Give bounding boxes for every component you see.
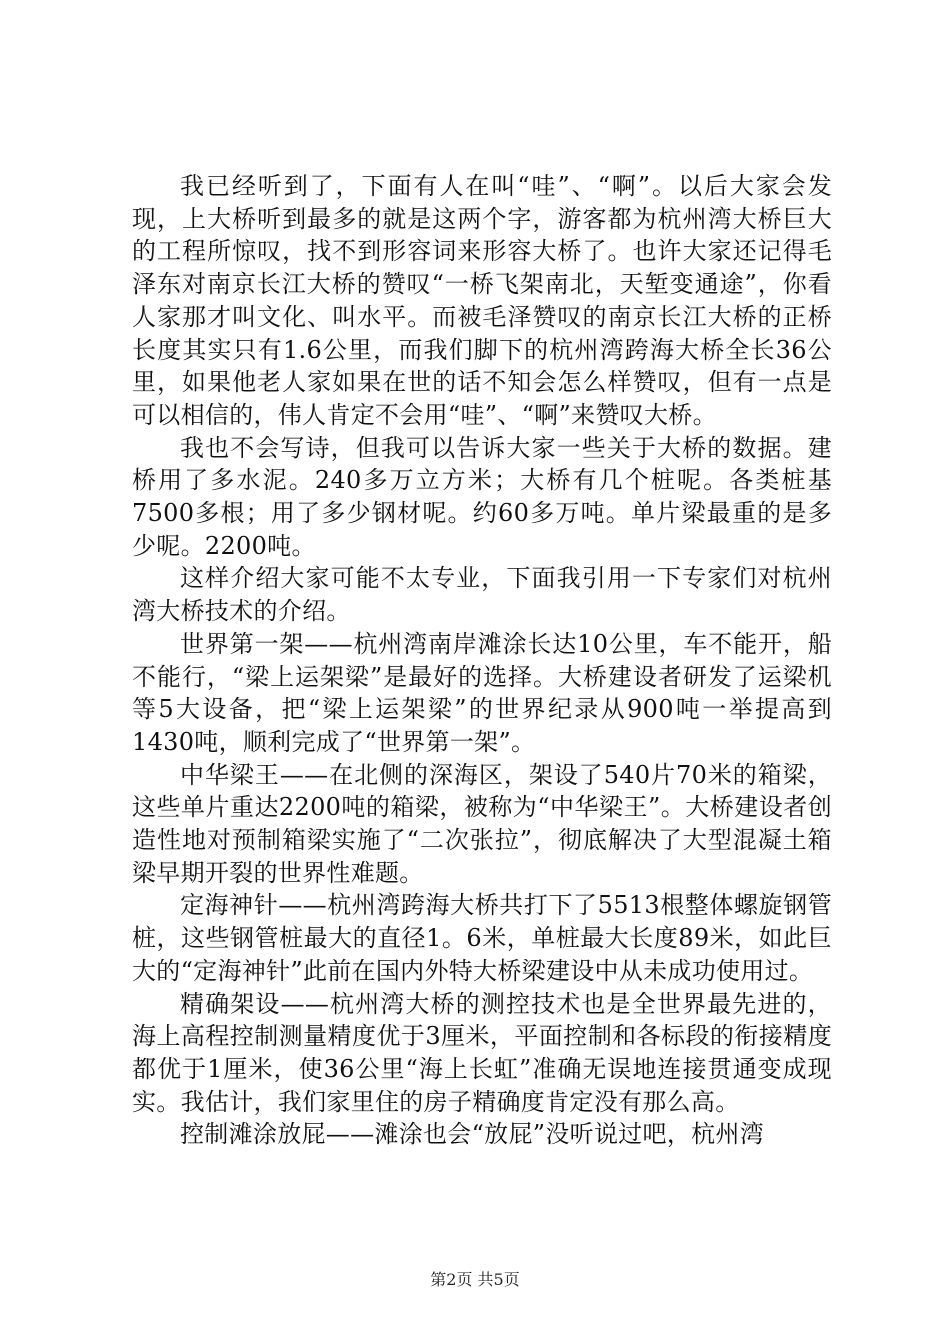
paragraph-3: 这样介绍大家可能不太专业，下面我引用一下专家们对杭州湾大桥技术的介绍。 [132, 564, 832, 626]
paragraph-6: 定海神针——杭州湾跨海大桥共打下了5513根整体螺旋钢管桩，这些钢管桩最大的直径1。6米，单桩最大长度89米，如此巨大的“定海神针”此前在国内外特大桥梁建设中从未成功使用过。 [132, 891, 832, 985]
paragraph-5: 中华梁王——在北侧的深海区，架设了540片70米的箱梁，这些单片重达2200吨的箱梁，被称为“中华梁王”。大桥建设者创造性地对预制箱梁实施了“二次张拉”，彻底解决了大型混凝土箱梁早期开裂的世界性难题。 [132, 760, 832, 887]
paragraph-7: 精确架设——杭州湾大桥的测控技术也是全世界最先进的，海上高程控制测量精度优于3厘米，平面控制和各标段的衔接精度都优于1厘米，使36公里“海上长虹”准确无误地连接贯通变成现实。我估计，我们家里住的房子精确度肯定没有那么高。 [132, 989, 832, 1116]
page-number-footer: 第2页 共5页 [430, 1270, 520, 1289]
paragraph-8: 控制滩涂放屁——滩涂也会“放屁”没听说过吧，杭州湾 [180, 1120, 765, 1149]
body-text [132, 170, 832, 1151]
paragraph-2: 我也不会写诗，但我可以告诉大家一些关于大桥的数据。建桥用了多水泥。240多万立方米；大桥有几个桩呢。各类桩基7500多根；用了多少钢材呢。约60多万吨。单片梁最重的是多少呢。2200吨。 [132, 433, 832, 560]
paragraph-1: 我已经听到了，下面有人在叫“哇”、“啊”。以后大家会发现，上大桥听到最多的就是这两个字，游客都为杭州湾大桥巨大的工程所惊叹，找不到形容词来形容大桥了。也许大家还记得毛泽东对南京长江大桥的赞叹“一桥飞架南北，天堑变通途”，你看人家那才叫文化、叫水平。而被毛泽赞叹的南京长江大桥的正桥长度其实只有1.6公里，而我们脚下的杭州湾跨海大桥全长36公里，如果他老人家如果在世的话不知会怎么样赞叹，但有一点是可以相信的，伟人肯定不会用“哇”、“啊”来赞叹大桥。 [132, 172, 832, 429]
paragraph-4: 世界第一架——杭州湾南岸滩涂长达10公里，车不能开，船不能行，“梁上运架梁”是最好的选择。大桥建设者研发了运梁机等5大设备，把“梁上运架梁”的世界纪录从900吨一举提高到1430吨，顺利完成了“世界第一架”。 [132, 629, 832, 756]
